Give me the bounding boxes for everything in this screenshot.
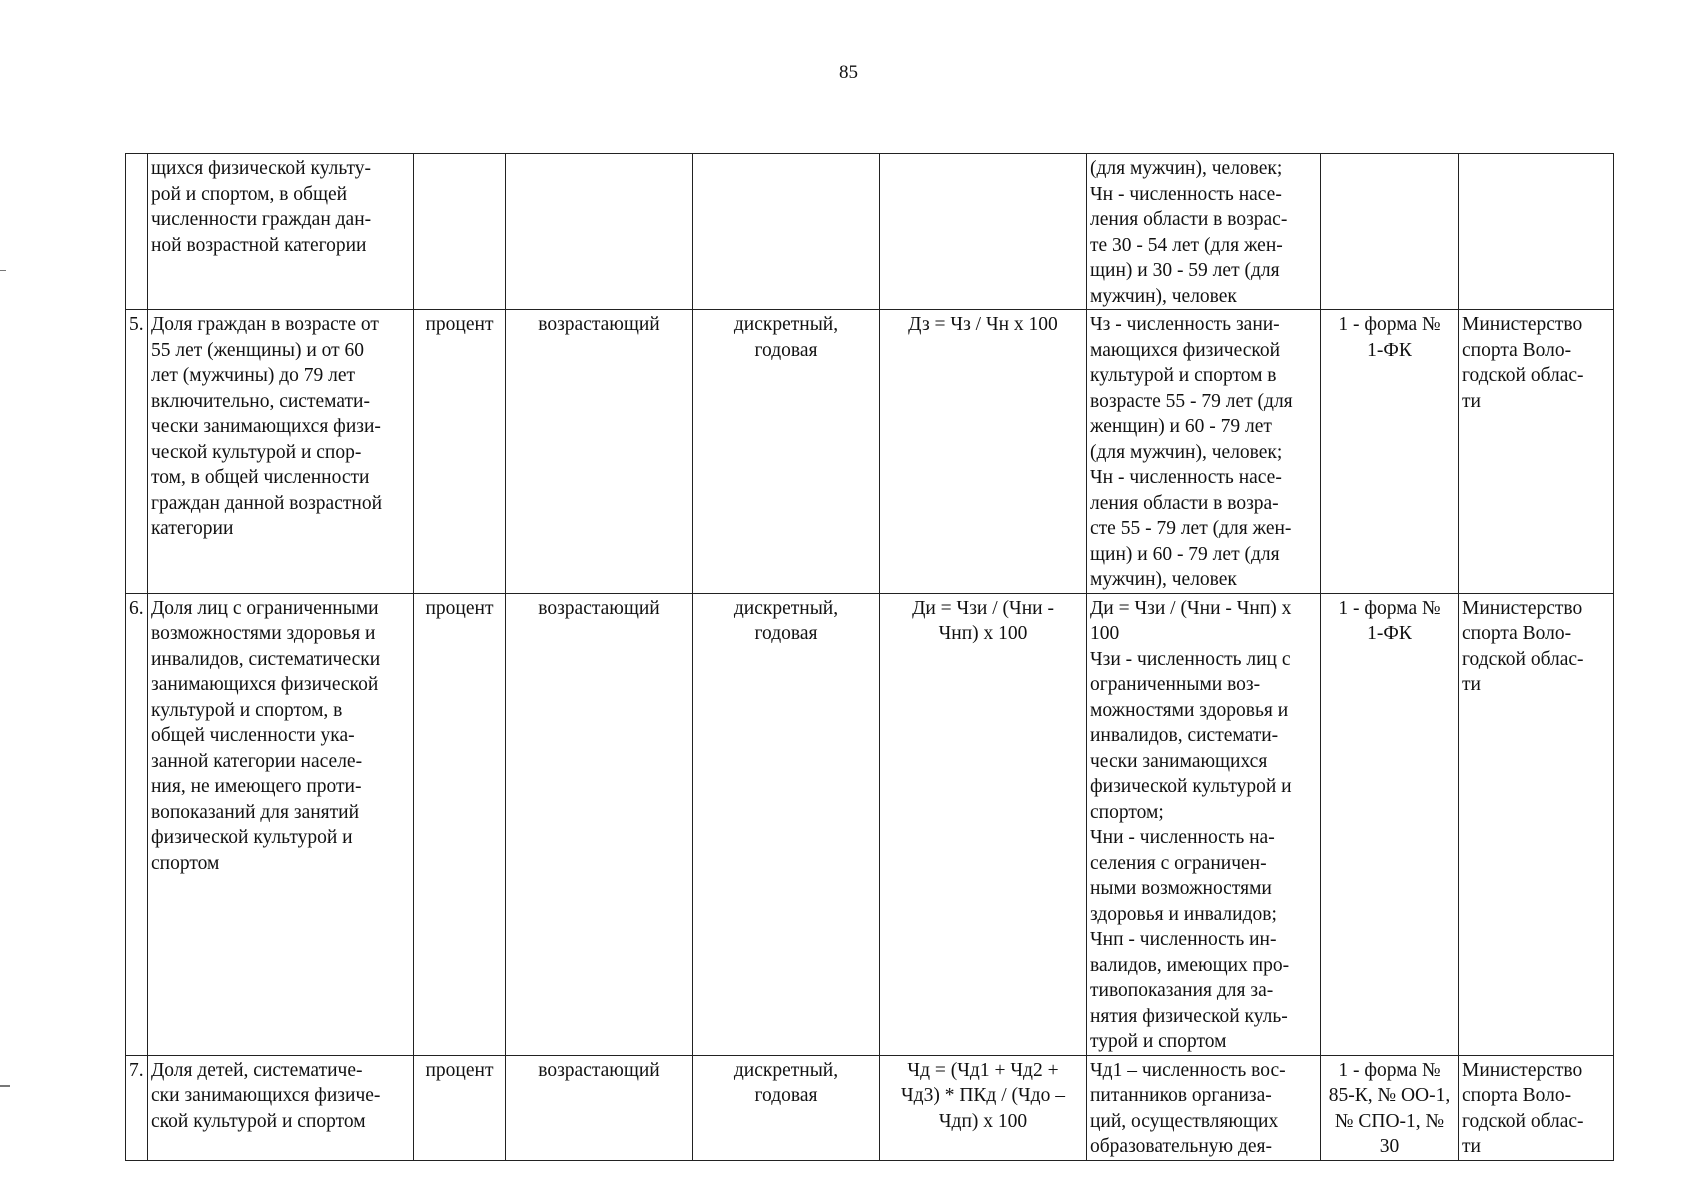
cell-text-line: Чз - численность зани- [1090, 314, 1280, 335]
indicator-type-cell [693, 154, 880, 310]
cell-text-line: 1-ФК [1367, 623, 1412, 644]
cell-text-line: здоровья и инвалидов; [1090, 903, 1277, 925]
responsible-cell [1459, 310, 1614, 594]
cell-text-line: нятия физической куль- [1090, 1005, 1288, 1027]
indicators-table [125, 153, 1614, 1161]
cell-text-line: 1 - форма № [1338, 1059, 1441, 1081]
cell-text-line: Чд3) * ПКд / (Чдо – [901, 1085, 1065, 1106]
dynamics-cell [506, 310, 693, 594]
cell-text-line: вопоказаний для занятий [151, 801, 360, 823]
row-number-cell [126, 593, 148, 1055]
responsible-cell [1459, 1055, 1614, 1160]
unit-cell [414, 1055, 506, 1160]
indicator-name-cell [148, 154, 414, 310]
cell-text-line: щихся физической культу- [151, 158, 371, 179]
cell-text-line: мужчин), человек [1090, 285, 1237, 307]
cell-text-line: Чн - численность насе- [1090, 183, 1282, 205]
cell-text-line: (для мужчин), человек; [1090, 158, 1283, 179]
responsible-cell [1459, 154, 1614, 310]
cell-text-line: ти [1462, 674, 1481, 695]
cell-text-line: мающихся физической [1090, 339, 1281, 361]
cell-text-line: Чн - численность насе- [1090, 467, 1282, 488]
cell-text-line: ной возрастной категории [151, 234, 367, 256]
margin-dash [0, 1085, 10, 1087]
cell-text-line: Ди = Чзи / (Чни - [912, 597, 1054, 619]
cell-text-line: селения с ограничен- [1090, 852, 1267, 874]
cell-text-line: процент [425, 314, 494, 335]
cell-text-line: Чзи - численность лиц с [1090, 648, 1291, 670]
cell-text-line: том, в общей численности [151, 467, 370, 488]
cell-text-line: спортом [151, 852, 220, 874]
cell-text-line: щин) и 30 - 59 лет (для [1090, 260, 1280, 281]
row-number-cell [126, 310, 148, 594]
margin-dash [0, 270, 6, 271]
cell-text-line: Чд = (Чд1 + Чд2 + [907, 1059, 1059, 1081]
cell-text-line: ской культурой и спортом [151, 1110, 366, 1132]
cell-text-line: валидов, имеющих про- [1090, 954, 1290, 976]
data-source-cell [1321, 1055, 1459, 1160]
cell-text-line: Министерство [1462, 1059, 1583, 1081]
cell-text-line: процент [425, 597, 494, 619]
cell-text-line: 1-ФК [1367, 339, 1412, 361]
cell-text-line: Чнп - численность ин- [1090, 929, 1277, 950]
cell-text-line: годской облас- [1462, 365, 1584, 386]
cell-text-line: 1 - форма № [1338, 314, 1441, 335]
cell-text-line: Дз = Чз / Чн х 100 [908, 314, 1058, 335]
page-number: 85 [839, 62, 858, 83]
cell-text-line: Министерство [1462, 597, 1583, 619]
cell-text-line: лет (мужчины) до 79 лет [151, 365, 356, 386]
table-row [126, 1055, 1614, 1160]
cell-text-line: питанников организа- [1090, 1085, 1272, 1106]
cell-text-line: рой и спортом, в общей [151, 183, 348, 205]
cell-text-line: Доля лиц с ограниченными [151, 597, 379, 619]
cell-text-line: занимающихся физической [151, 674, 379, 695]
indicator-name-cell [148, 310, 414, 594]
cell-text-line: женщин) и 60 - 79 лет [1090, 416, 1272, 437]
cell-text-line: 85-К, № ОО-1, [1328, 1085, 1451, 1106]
cell-text-line: ления области в возрас- [1090, 209, 1288, 230]
cell-text-line: спорта Воло- [1462, 623, 1572, 644]
cell-text-line: возможностями здоровья и [151, 623, 376, 644]
table-row [126, 310, 1614, 594]
row-number-cell [126, 154, 148, 310]
cell-text-line: ти [1462, 390, 1481, 412]
cell-text-line: инвалидов, систематически [151, 648, 381, 670]
variables-description-cell [1087, 593, 1321, 1055]
cell-text-line: Ди = Чзи / (Чни - Чнп) х [1090, 597, 1292, 619]
cell-text-line: Доля граждан в возрасте от [151, 314, 379, 335]
cell-text-line: процент [425, 1059, 494, 1081]
cell-text-line: спорта Воло- [1462, 1085, 1572, 1106]
cell-text-line: Чнп) х 100 [938, 623, 1028, 644]
indicator-type-cell [693, 1055, 880, 1160]
cell-text-line: дискретный, [733, 1059, 839, 1081]
cell-text-line: ления области в возра- [1090, 492, 1279, 514]
cell-text-line: дискретный, [733, 314, 839, 335]
cell-text-line: мужчин), человек [1090, 569, 1237, 590]
cell-text-line: физической культурой и [1090, 776, 1292, 797]
dynamics-cell [506, 154, 693, 310]
cell-text-line: инвалидов, системати- [1090, 725, 1279, 746]
cell-text-line: культурой и спортом, в [151, 699, 343, 721]
cell-text-line: ограниченными воз- [1090, 674, 1261, 695]
cell-text-line: чески занимающихся [1090, 750, 1268, 772]
cell-text-line: чески занимающихся физи- [151, 416, 381, 437]
cell-text-line: возрастающий [538, 597, 660, 619]
cell-text-line: ческой культурой и спор- [151, 441, 362, 463]
cell-text: 7. [129, 1059, 144, 1081]
cell-text-line: № СПО-1, № [1334, 1110, 1445, 1132]
cell-text-line: годовая [754, 1085, 818, 1106]
variables-description-cell [1087, 310, 1321, 594]
cell-text-line: категории [151, 518, 234, 539]
cell-text-line: 30 [1379, 1136, 1400, 1157]
cell-text-line: занной категории населе- [151, 750, 363, 772]
cell-text-line: 55 лет (женщины) и от 60 [151, 339, 365, 361]
cell-text-line: возрастающий [538, 314, 660, 335]
formula-cell [880, 593, 1087, 1055]
cell-text-line: общей численности ука- [151, 725, 355, 746]
variables-description-cell [1087, 154, 1321, 310]
cell-text-line: ски занимающихся физиче- [151, 1085, 381, 1106]
cell-text-line: 1 - форма № [1338, 597, 1441, 619]
cell-text-line: Чдп) х 100 [938, 1110, 1028, 1132]
cell-text-line: щин) и 60 - 79 лет (для [1090, 543, 1280, 565]
cell-text-line: образовательную дея- [1090, 1136, 1272, 1157]
cell-text-line: (для мужчин), человек; [1090, 441, 1283, 463]
cell-text-line: культурой и спортом в [1090, 365, 1277, 386]
variables-description-cell [1087, 1055, 1321, 1160]
indicator-name-cell [148, 593, 414, 1055]
cell-text-line: годской облас- [1462, 1110, 1584, 1132]
cell-text-line: сте 55 - 79 лет (для жен- [1090, 518, 1292, 539]
responsible-cell [1459, 593, 1614, 1055]
table-row [126, 154, 1614, 310]
cell-text-line: спортом; [1090, 801, 1164, 823]
cell-text-line: дискретный, [733, 597, 839, 619]
cell-text-line: Чни - численность на- [1090, 827, 1275, 848]
cell-text-line: граждан данной возрастной [151, 492, 383, 514]
cell-text-line: спорта Воло- [1462, 339, 1572, 361]
cell-text-line: возрастающий [538, 1059, 660, 1081]
table-row [126, 593, 1614, 1055]
cell-text-line: физической культурой и [151, 827, 353, 848]
indicator-name-cell [148, 1055, 414, 1160]
cell-text-line: тивопоказания для за- [1090, 980, 1274, 1001]
cell-text-line: численности граждан дан- [151, 209, 372, 230]
data-source-cell [1321, 593, 1459, 1055]
cell-text-line: Чд1 – численность вос- [1090, 1059, 1286, 1081]
cell-text-line: можностями здоровья и [1090, 699, 1289, 721]
cell-text-line: Министерство [1462, 314, 1583, 335]
dynamics-cell [506, 593, 693, 1055]
data-source-cell [1321, 154, 1459, 310]
row-number-cell [126, 1055, 148, 1160]
data-source-cell [1321, 310, 1459, 594]
unit-cell [414, 310, 506, 594]
cell-text-line: ния, не имеющего проти- [151, 776, 362, 797]
cell-text-line: включительно, системати- [151, 390, 370, 412]
cell-text-line: те 30 - 54 лет (для жен- [1090, 234, 1283, 256]
unit-cell [414, 593, 506, 1055]
cell-text-line: Доля детей, систематиче- [151, 1059, 363, 1081]
cell-text: 6. [129, 597, 144, 619]
cell-text-line: турой и спортом [1090, 1031, 1227, 1052]
cell-text: 5. [129, 314, 144, 335]
formula-cell [880, 1055, 1087, 1160]
cell-text-line: возрасте 55 - 79 лет (для [1090, 390, 1293, 412]
cell-text-line: годовая [754, 623, 818, 644]
formula-cell [880, 154, 1087, 310]
indicator-type-cell [693, 310, 880, 594]
formula-cell [880, 310, 1087, 594]
indicator-type-cell [693, 593, 880, 1055]
cell-text-line: ными возможностями [1090, 878, 1272, 899]
cell-text-line: ти [1462, 1136, 1481, 1157]
cell-text-line: годской облас- [1462, 648, 1584, 670]
unit-cell [414, 154, 506, 310]
cell-text-line: годовая [754, 339, 818, 361]
cell-text-line: ций, осуществляющих [1090, 1110, 1279, 1132]
dynamics-cell [506, 1055, 693, 1160]
cell-text-line: 100 [1090, 623, 1120, 644]
